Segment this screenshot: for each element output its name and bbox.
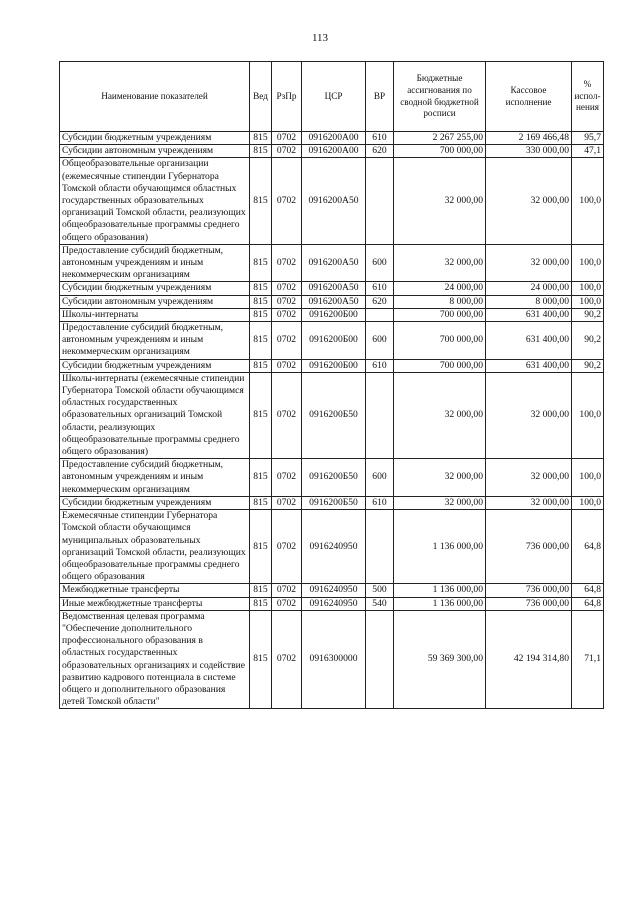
row-assignment: 32 000,00	[394, 158, 486, 244]
row-assignment: 32 000,00	[394, 496, 486, 509]
row-vr	[366, 510, 394, 584]
row-rzpr: 0702	[272, 372, 302, 458]
row-percent: 64,8	[572, 584, 604, 597]
row-csr: 0916200А50	[302, 244, 366, 282]
row-cash: 32 000,00	[486, 244, 572, 282]
row-vr: 610	[366, 132, 394, 145]
row-name: Субсидии бюджетным учреждениям	[60, 359, 250, 372]
row-cash: 631 400,00	[486, 359, 572, 372]
row-csr: 0916200А00	[302, 132, 366, 145]
row-name: Субсидии автономным учреждениям	[60, 145, 250, 158]
table-row	[60, 584, 604, 597]
row-cash: 736 000,00	[486, 510, 572, 584]
row-csr: 0916300000	[302, 610, 366, 709]
row-percent: 100,0	[572, 244, 604, 282]
page-number: 113	[311, 32, 329, 44]
row-assignment: 1 136 000,00	[394, 584, 486, 597]
table-row	[60, 244, 604, 282]
header-rzpr: РзПр	[272, 62, 302, 132]
table-row	[60, 295, 604, 308]
row-assignment: 700 000,00	[394, 308, 486, 321]
table-row	[60, 145, 604, 158]
table-row	[60, 372, 604, 458]
table-row	[60, 132, 604, 145]
row-percent: 64,8	[572, 510, 604, 584]
row-csr: 0916200А00	[302, 145, 366, 158]
row-assignment: 1 136 000,00	[394, 597, 486, 610]
table-row	[60, 359, 604, 372]
row-rzpr: 0702	[272, 145, 302, 158]
row-vr: 600	[366, 459, 394, 497]
row-name: Предоставление субсидий бюджетным, автономным учреждениям и иным некоммерческим организациям	[60, 459, 250, 497]
row-csr: 0916200Б00	[302, 359, 366, 372]
row-assignment: 8 000,00	[394, 295, 486, 308]
row-percent: 47,1	[572, 145, 604, 158]
row-ved: 815	[250, 496, 272, 509]
row-vr: 610	[366, 282, 394, 295]
row-assignment: 24 000,00	[394, 282, 486, 295]
row-vr: 600	[366, 322, 394, 360]
row-ved: 815	[250, 584, 272, 597]
row-ved: 815	[250, 158, 272, 244]
row-percent: 95,7	[572, 132, 604, 145]
row-rzpr: 0702	[272, 132, 302, 145]
row-assignment: 700 000,00	[394, 145, 486, 158]
row-cash: 736 000,00	[486, 597, 572, 610]
row-vr: 500	[366, 584, 394, 597]
row-csr: 0916200А50	[302, 295, 366, 308]
row-csr: 0916200А50	[302, 158, 366, 244]
row-name: Иные межбюджетные трансферты	[60, 597, 250, 610]
row-cash: 2 169 466,48	[486, 132, 572, 145]
row-percent: 64,8	[572, 597, 604, 610]
row-cash: 32 000,00	[486, 158, 572, 244]
header-csr: ЦСР	[302, 62, 366, 132]
row-rzpr: 0702	[272, 282, 302, 295]
row-csr: 0916200А50	[302, 282, 366, 295]
row-name: Предоставление субсидий бюджетным, автономным учреждениям и иным некоммерческим организациям	[60, 244, 250, 282]
row-csr: 0916200Б50	[302, 372, 366, 458]
row-ved: 815	[250, 308, 272, 321]
row-cash: 42 194 314,80	[486, 610, 572, 709]
row-percent: 90,2	[572, 322, 604, 360]
row-assignment: 32 000,00	[394, 372, 486, 458]
row-assignment: 2 267 255,00	[394, 132, 486, 145]
row-rzpr: 0702	[272, 584, 302, 597]
row-vr	[366, 308, 394, 321]
row-assignment: 700 000,00	[394, 322, 486, 360]
budget-execution-table	[59, 61, 604, 709]
row-percent: 100,0	[572, 372, 604, 458]
row-ved: 815	[250, 322, 272, 360]
row-percent: 100,0	[572, 295, 604, 308]
row-assignment: 32 000,00	[394, 244, 486, 282]
row-csr: 0916200Б00	[302, 308, 366, 321]
row-cash: 32 000,00	[486, 459, 572, 497]
row-vr: 620	[366, 295, 394, 308]
row-cash: 736 000,00	[486, 584, 572, 597]
header-execution-percent: % испол-нения	[572, 62, 604, 132]
row-cash: 330 000,00	[486, 145, 572, 158]
row-name: Субсидии бюджетным учреждениям	[60, 282, 250, 295]
row-assignment: 32 000,00	[394, 459, 486, 497]
row-ved: 815	[250, 597, 272, 610]
header-vr: ВР	[366, 62, 394, 132]
row-ved: 815	[250, 510, 272, 584]
row-name: Предоставление субсидий бюджетным, автономным учреждениям и иным некоммерческим организациям	[60, 322, 250, 360]
row-rzpr: 0702	[272, 244, 302, 282]
row-ved: 815	[250, 145, 272, 158]
row-vr	[366, 158, 394, 244]
row-cash: 631 400,00	[486, 322, 572, 360]
row-name: Школы-интернаты (ежемесячные стипендии Губернатора Томской области обучающимся областных государственных образовательных организаций Томской области, реализующих общеобразовательные программы среднего общего образования)	[60, 372, 250, 458]
header-row	[60, 62, 604, 132]
row-csr: 0916240950	[302, 597, 366, 610]
row-percent: 90,2	[572, 359, 604, 372]
row-percent: 100,0	[572, 282, 604, 295]
table-row	[60, 282, 604, 295]
row-ved: 815	[250, 610, 272, 709]
row-vr	[366, 610, 394, 709]
header-ved: Вед	[250, 62, 272, 132]
row-vr: 540	[366, 597, 394, 610]
row-rzpr: 0702	[272, 459, 302, 497]
row-percent: 90,2	[572, 308, 604, 321]
table-row	[60, 510, 604, 584]
table-row	[60, 597, 604, 610]
row-name: Общеобразовательные организации (ежемесячные стипендии Губернатора Томской области обучающимся областных государственных образовательных организаций Томской области, реализующих общеобразовательные программы среднего общего образования)	[60, 158, 250, 244]
table-row	[60, 308, 604, 321]
row-ved: 815	[250, 244, 272, 282]
table-row	[60, 459, 604, 497]
row-vr: 610	[366, 359, 394, 372]
row-name: Школы-интернаты	[60, 308, 250, 321]
row-cash: 8 000,00	[486, 295, 572, 308]
row-name: Ведомственная целевая программа "Обеспечение дополнительного профессионального образования в областных государственных образовательных организациях и содействие развитию кадрового потенциала в системе общего и дополнительного образования детей Томской области"	[60, 610, 250, 709]
row-percent: 71,1	[572, 610, 604, 709]
row-ved: 815	[250, 282, 272, 295]
table-row	[60, 610, 604, 709]
row-name: Межбюджетные трансферты	[60, 584, 250, 597]
row-cash: 32 000,00	[486, 496, 572, 509]
row-rzpr: 0702	[272, 496, 302, 509]
row-ved: 815	[250, 295, 272, 308]
row-csr: 0916240950	[302, 584, 366, 597]
row-csr: 0916200Б50	[302, 496, 366, 509]
row-assignment: 59 369 300,00	[394, 610, 486, 709]
row-vr	[366, 372, 394, 458]
table-row	[60, 158, 604, 244]
row-name: Субсидии бюджетным учреждениям	[60, 496, 250, 509]
row-rzpr: 0702	[272, 359, 302, 372]
row-name: Ежемесячные стипендии Губернатора Томской области обучающимся муниципальных образовательных организаций Томской области, реализующих общеобразовательные программы среднего общего образования	[60, 510, 250, 584]
row-ved: 815	[250, 459, 272, 497]
row-percent: 100,0	[572, 459, 604, 497]
row-rzpr: 0702	[272, 308, 302, 321]
row-vr: 600	[366, 244, 394, 282]
row-percent: 100,0	[572, 496, 604, 509]
row-assignment: 1 136 000,00	[394, 510, 486, 584]
row-assignment: 700 000,00	[394, 359, 486, 372]
row-rzpr: 0702	[272, 322, 302, 360]
row-ved: 815	[250, 372, 272, 458]
row-vr: 620	[366, 145, 394, 158]
row-cash: 631 400,00	[486, 308, 572, 321]
row-csr: 0916200Б00	[302, 322, 366, 360]
row-csr: 0916200Б50	[302, 459, 366, 497]
row-rzpr: 0702	[272, 610, 302, 709]
row-rzpr: 0702	[272, 597, 302, 610]
row-name: Субсидии автономным учреждениям	[60, 295, 250, 308]
row-percent: 100,0	[572, 158, 604, 244]
row-csr: 0916240950	[302, 510, 366, 584]
table-row	[60, 496, 604, 509]
header-assignments: Бюджетные ассигнования по сводной бюджетной росписи	[394, 62, 486, 132]
row-vr: 610	[366, 496, 394, 509]
row-cash: 32 000,00	[486, 372, 572, 458]
row-rzpr: 0702	[272, 510, 302, 584]
row-ved: 815	[250, 132, 272, 145]
row-cash: 24 000,00	[486, 282, 572, 295]
row-name: Субсидии бюджетным учреждениям	[60, 132, 250, 145]
header-name: Наименование показателей	[60, 62, 250, 132]
row-ved: 815	[250, 359, 272, 372]
header-cash-execution: Кассовое исполнение	[486, 62, 572, 132]
row-rzpr: 0702	[272, 295, 302, 308]
row-rzpr: 0702	[272, 158, 302, 244]
table-row	[60, 322, 604, 360]
